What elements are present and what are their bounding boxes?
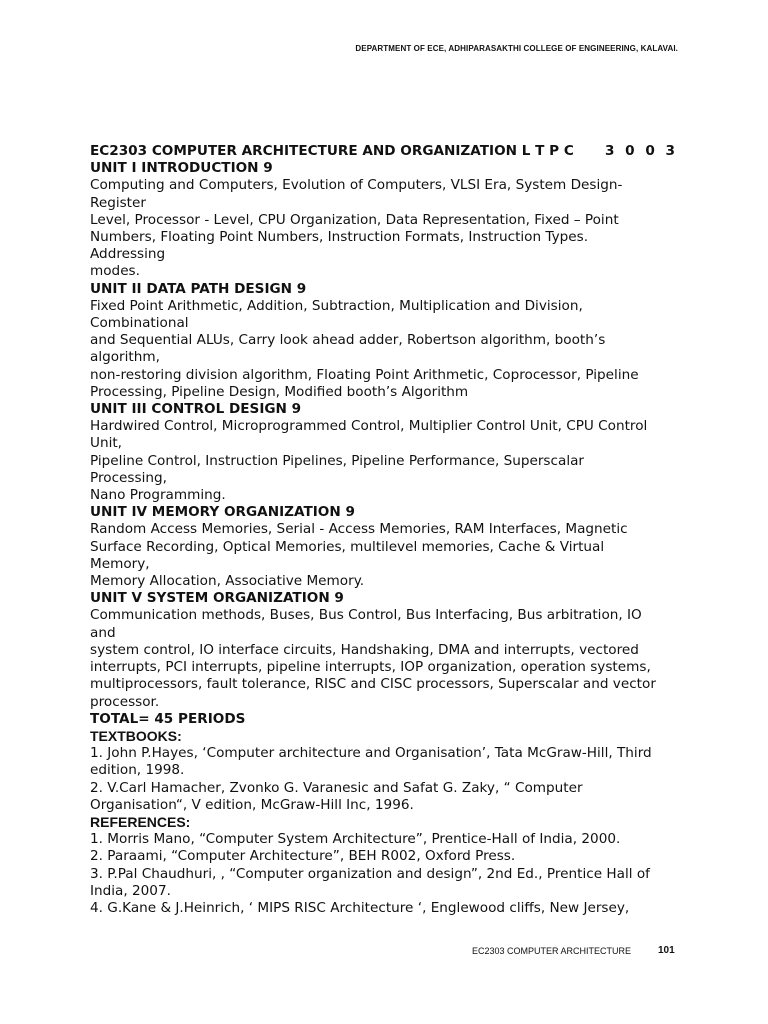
unit-1-line: Level, Processor - Level, CPU Organization, Data Representation, Fixed – Point — [90, 211, 619, 228]
textbooks-heading: TEXTBOOKS: — [90, 727, 182, 744]
unit-2-line: Fixed Point Arithmetic, Addition, Subtraction, Multiplication and Division, — [90, 297, 583, 314]
reference-line: India, 2007. — [90, 882, 171, 899]
reference-line: 3. P.Pal Chaudhuri, , “Computer organization and design”, 2nd Ed., Prentice Hall of — [90, 865, 650, 882]
total-periods: TOTAL= 45 PERIODS — [90, 710, 246, 727]
reference-line: 1. Morris Mano, “Computer System Architecture”, Prentice-Hall of India, 2000. — [90, 831, 621, 848]
unit-2-line: Combinational — [90, 315, 189, 332]
unit-5-heading: UNIT V SYSTEM ORGANIZATION 9 — [90, 590, 344, 607]
unit-5-line: processor. — [90, 693, 160, 710]
unit-5-line: and — [90, 624, 116, 641]
unit-1-heading: UNIT I INTRODUCTION 9 — [90, 160, 273, 177]
unit-3-line: Nano Programming. — [90, 487, 226, 504]
textbook-line: Organisation“, V edition, McGraw-Hill Inc, 1996. — [90, 796, 414, 813]
course-title-row — [90, 143, 678, 160]
unit-1-line: Computing and Computers, Evolution of Computers, VLSI Era, System Design- — [90, 177, 623, 194]
unit-4-line: Memory Allocation, Associative Memory. — [90, 573, 365, 590]
unit-4-line: Surface Recording, Optical Memories, multilevel memories, Cache & Virtual — [90, 538, 605, 555]
textbook-line: 2. V.Carl Hamacher, Zvonko G. Varanesic and Safat G. Zaky, “ Computer — [90, 779, 583, 796]
unit-2-line: and Sequential ALUs, Carry look ahead adder, Robertson algorithm, booth’s — [90, 332, 606, 349]
unit-4-line: Memory, — [90, 555, 150, 572]
textbook-line: edition, 1998. — [90, 762, 185, 779]
unit-3-line: Hardwired Control, Microprogrammed Control, Multiplier Control Unit, CPU Control — [90, 418, 648, 435]
reference-line: 4. G.Kane & J.Heinrich, ‘ MIPS RISC Architecture ‘, Englewood cliffs, New Jersey, — [90, 899, 630, 916]
unit-4-line: Random Access Memories, Serial - Access Memories, RAM Interfaces, Magnetic — [90, 521, 628, 538]
ltpc-values: 3 0 0 3 — [604, 143, 678, 159]
references-heading: REFERENCES: — [90, 813, 191, 830]
unit-3-line: Processing, — [90, 469, 167, 486]
unit-2-heading: UNIT II DATA PATH DESIGN 9 — [90, 280, 307, 297]
course-title: EC2303 COMPUTER ARCHITECTURE AND ORGANIZATION L T P C — [90, 143, 574, 159]
unit-5-line: Communication methods, Buses, Bus Control, Bus Interfacing, Bus arbitration, IO — [90, 607, 642, 624]
unit-5-line: system control, IO interface circuits, Handshaking, DMA and interrupts, vectored — [90, 641, 639, 658]
unit-5-line: interrupts, PCI interrupts, pipeline interrupts, IOP organization, operation systems, — [90, 659, 651, 676]
unit-3-line: Unit, — [90, 435, 122, 452]
unit-2-line: algorithm, — [90, 349, 160, 366]
footer-title: EC2303 COMPUTER ARCHITECTURE — [472, 946, 632, 956]
syllabus-body — [90, 143, 690, 917]
unit-3-line: Pipeline Control, Instruction Pipelines, Pipeline Performance, Superscalar — [90, 452, 585, 469]
unit-1-line: Numbers, Floating Point Numbers, Instruction Formats, Instruction Types. — [90, 229, 589, 246]
unit-5-line: multiprocessors, fault tolerance, RISC and CISC processors, Superscalar and vector — [90, 676, 656, 693]
page-number: 101 — [658, 945, 675, 956]
unit-1-line: Register — [90, 194, 146, 211]
reference-line: 2. Paraami, “Computer Architecture”, BEH R002, Oxford Press. — [90, 848, 516, 865]
unit-1-line: modes. — [90, 263, 140, 280]
unit-2-line: non-restoring division algorithm, Floating Point Arithmetic, Coprocessor, Pipeline — [90, 366, 639, 383]
page-header: DEPARTMENT OF ECE, ADHIPARASAKTHI COLLEGE OF ENGINEERING, KALAVAI. — [355, 44, 678, 53]
unit-4-heading: UNIT IV MEMORY ORGANIZATION 9 — [90, 504, 355, 521]
unit-3-heading: UNIT III CONTROL DESIGN 9 — [90, 401, 302, 418]
unit-2-line: Processing, Pipeline Design, Modified booth’s Algorithm — [90, 383, 469, 400]
unit-1-line: Addressing — [90, 246, 166, 263]
textbook-line: 1. John P.Hayes, ‘Computer architecture and Organisation’, Tata McGraw-Hill, Third — [90, 745, 652, 762]
